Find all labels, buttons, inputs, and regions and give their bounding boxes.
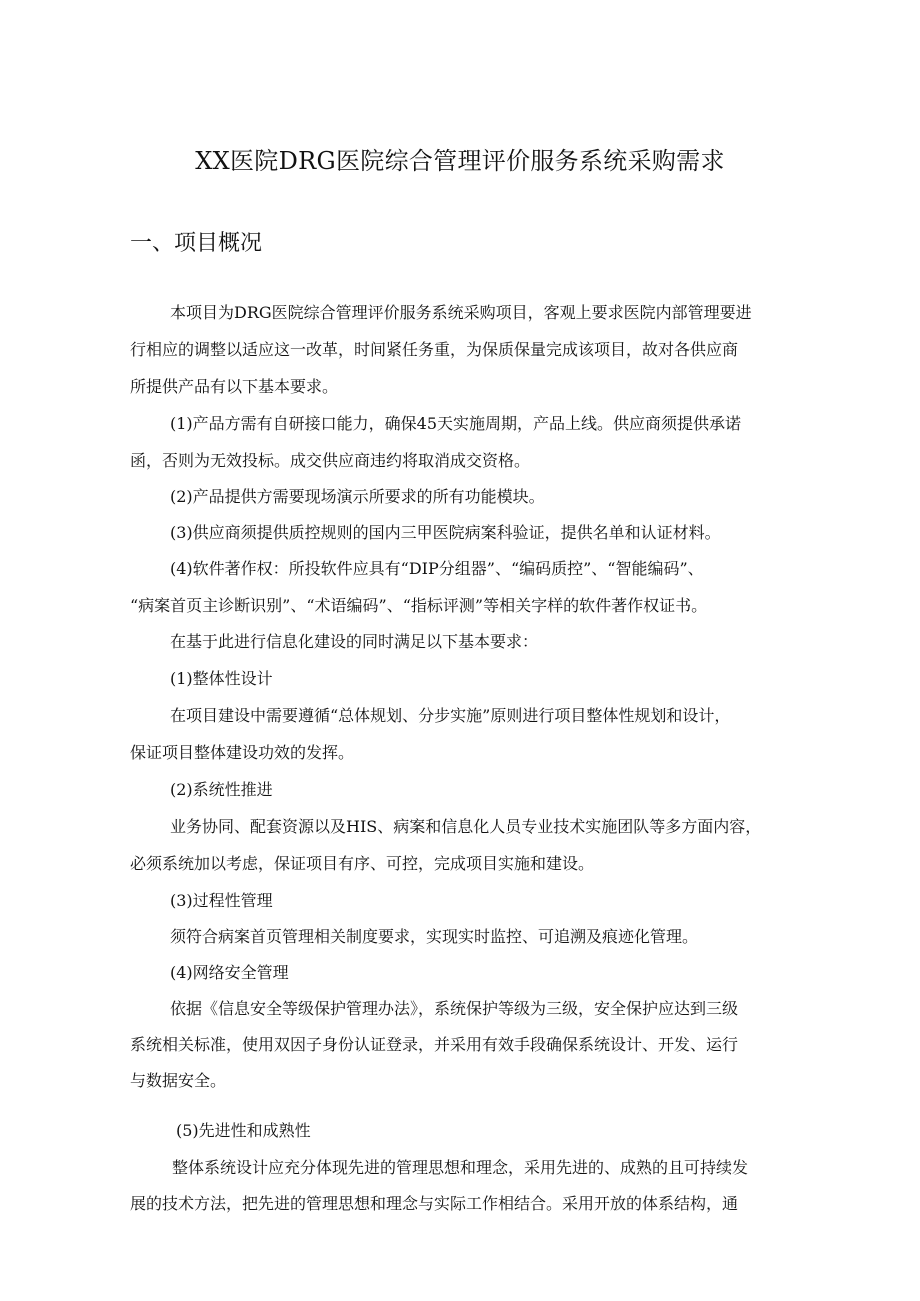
subheading-line: (4)网络安全管理 — [170, 963, 289, 982]
section-heading: 一、项目概况 — [130, 231, 263, 256]
paragraph-line: 整体系统设计应充分体现先进的管理思想和理念，采用先进的、成熟的且可持续发 — [172, 1158, 749, 1177]
paragraph-line: (2)产品提供方需要现场演示所要求的所有功能模块。 — [170, 487, 545, 506]
paragraph-line: (1)产品方需有自研接口能力，确保45天实施周期，产品上线。供应商须提供承诺 — [170, 414, 742, 433]
paragraph-line: 在项目建设中需要遵循“总体规划、分步实施”原则进行项目整体性规划和设计， — [170, 706, 731, 725]
paragraph-line: 与数据安全。 — [130, 1071, 227, 1090]
paragraph-line: 必须系统加以考虑，保证项目有序、可控，完成项目实施和建设。 — [130, 854, 595, 873]
paragraph-line: (4)软件著作权：所投软件应具有“DIP分组器”、“编码质控”、“智能编码”、 — [170, 559, 704, 578]
subheading-line: (5)先进性和成熟性 — [176, 1121, 311, 1140]
subheading-line: (3)过程性管理 — [170, 891, 273, 910]
paragraph-line: 行相应的调整以适应这一改革，时间紧任务重，为保质保量完成该项目，故对各供应商 — [130, 340, 739, 359]
paragraph-line: 须符合病案首页管理相关制度要求，实现实时监控、可追溯及痕迹化管理。 — [170, 927, 699, 946]
paragraph-line: 系统相关标准，使用双因子身份认证登录，并采用有效手段确保系统设计、开发、运行 — [130, 1035, 739, 1054]
paragraph-line: 在基于此进行信息化建设的同时满足以下基本要求： — [170, 632, 539, 651]
paragraph-line: 依据《信息安全等级保护管理办法》，系统保护等级为三级，安全保护应达到三级 — [170, 999, 739, 1018]
paragraph-line: “病案首页主诊断识别”、“术语编码”、“指标评测”等相关字样的软件著作权证书。 — [130, 596, 708, 615]
paragraph-line: 保证项目整体建设功效的发挥。 — [130, 743, 355, 762]
paragraph-line: 展的技术方法，把先进的管理思想和理念与实际工作相结合。采用开放的体系结构，通 — [130, 1194, 739, 1213]
paragraph-line: 所提供产品有以下基本要求。 — [130, 377, 339, 396]
subheading-line: (1)整体性设计 — [170, 669, 273, 688]
paragraph-line: 本项目为DRG医院综合管理评价服务系统采购项目，客观上要求医院内部管理要进 — [170, 303, 752, 322]
document-title: XX医院DRG医院综合管理评价服务系统采购需求 — [195, 147, 725, 175]
paragraph-line: (3)供应商须提供质控规则的国内三甲医院病案科验证，提供名单和认证材料。 — [170, 523, 721, 542]
subheading-line: (2)系统性推进 — [170, 780, 273, 799]
paragraph-line: 函，否则为无效投标。成交供应商违约将取消成交资格。 — [130, 451, 531, 470]
paragraph-line: 业务协同、配套资源以及HIS、病案和信息化人员专业技术实施团队等多方面内容， — [170, 817, 762, 836]
